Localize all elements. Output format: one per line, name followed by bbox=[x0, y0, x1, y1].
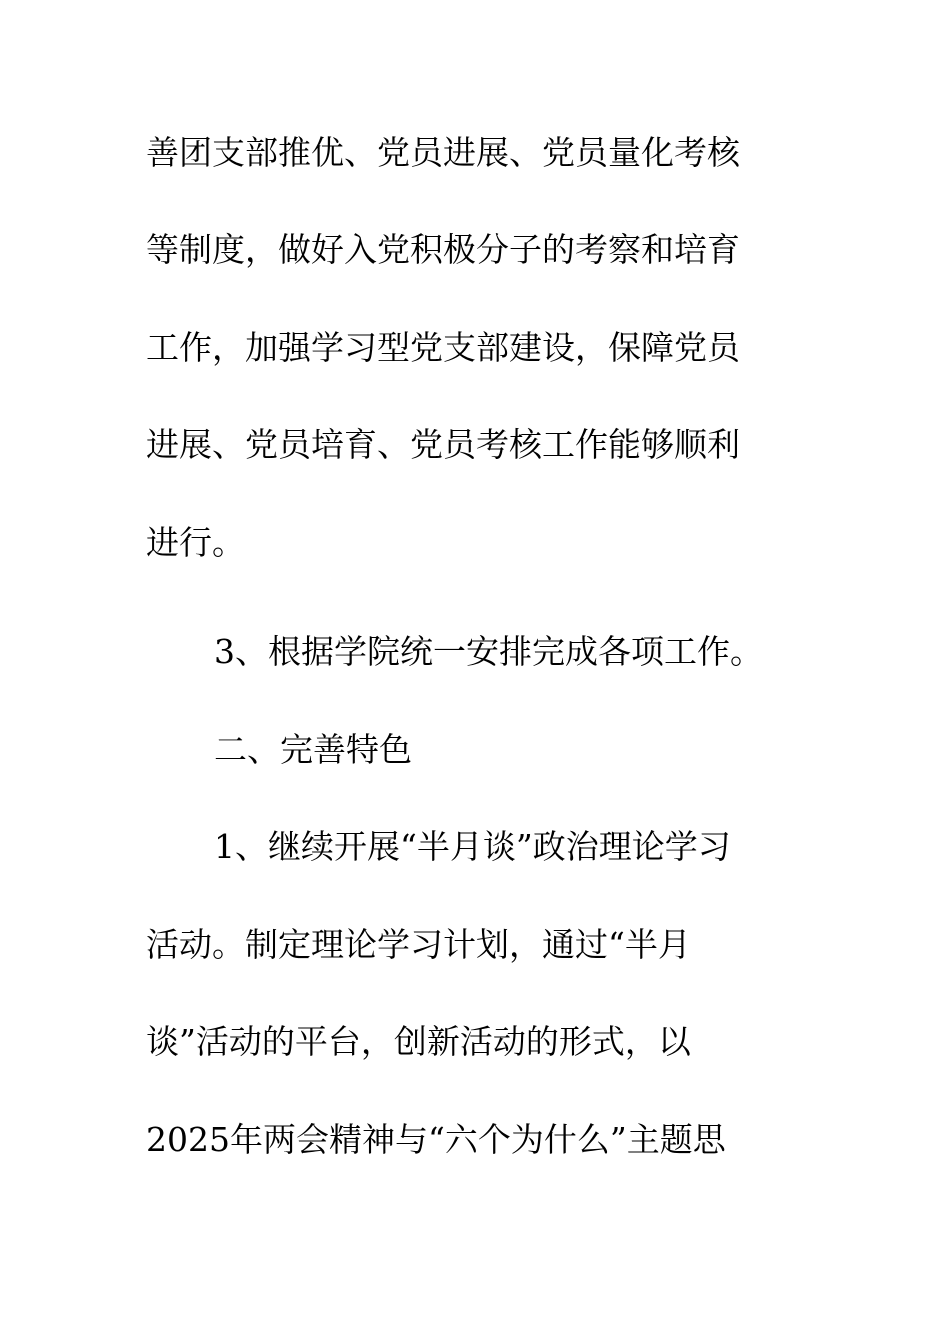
item-3-heading: 3、根据学院统一安排完成各项工作。 bbox=[214, 632, 763, 671]
item-1-heading: 1、继续开展“半月谈”政治理论学习 bbox=[214, 827, 731, 866]
text-line-4: 进展、党员培育、党员考核工作能够顺利 bbox=[146, 425, 740, 464]
text-line-5: 进行。 bbox=[146, 523, 245, 562]
section-heading-2: 二、完善特色 bbox=[214, 730, 412, 769]
text-line-3: 工作，加强学习型党支部建设，保障党员 bbox=[146, 328, 740, 367]
text-line-2: 等制度，做好入党积极分子的考察和培育 bbox=[146, 230, 740, 269]
text-line-1: 善团支部推优、党员进展、党员量化考核 bbox=[146, 133, 740, 172]
text-line-9: 活动。制定理论学习计划，通过“半月 bbox=[146, 925, 691, 964]
text-line-10: 谈”活动的平台，创新活动的形式，以 bbox=[146, 1022, 691, 1061]
text-line-11: 2025年两会精神与“六个为什么”主题思 bbox=[146, 1120, 726, 1159]
